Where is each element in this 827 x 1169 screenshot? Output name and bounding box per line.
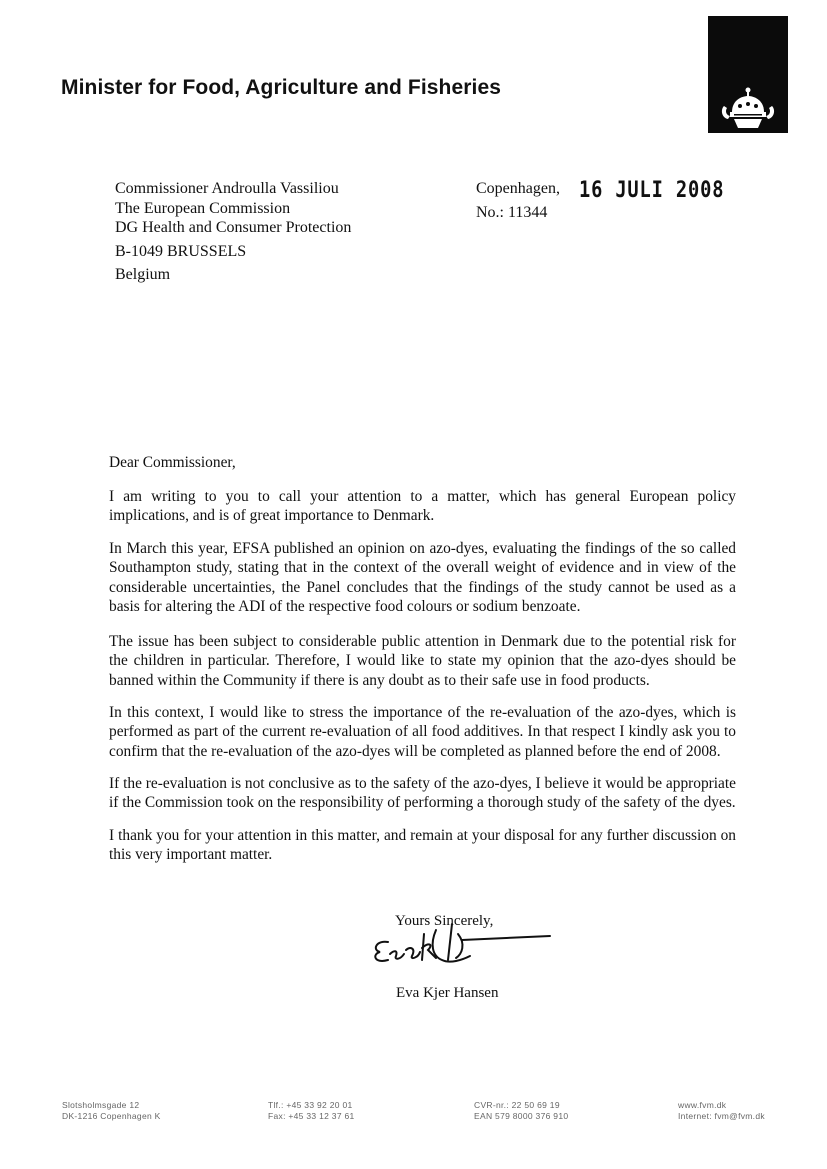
body-paragraph: The issue has been subject to considerable public attention in Denmark due to the potential risk for the children in particular. Therefore, I would like to state my opinion that the azo-dyes should be banned within the Community if there is any doubt as to their safe use in food products. — [109, 633, 736, 689]
footer-fax: Fax: +45 33 12 37 61 — [268, 1111, 355, 1121]
recipient-line: B-1049 BRUSSELS — [115, 243, 247, 260]
valediction: Yours Sincerely, — [395, 913, 494, 929]
handwritten-signature — [366, 920, 556, 976]
footer-ean: EAN 579 8000 376 910 — [474, 1111, 569, 1121]
footer-phone: Tlf.: +45 33 92 20 01 — [268, 1100, 353, 1110]
body-paragraph: I am writing to you to call your attention to a matter, which has general European policy implications, and is of great importance to Denmark. — [109, 488, 736, 525]
footer-email-link[interactable]: Internet: fvm@fvm.dk — [678, 1111, 765, 1121]
footer-website-link[interactable]: www.fvm.dk — [678, 1100, 727, 1110]
salutation: Dear Commissioner, — [109, 454, 236, 471]
footer-address-line: DK-1216 Copenhagen K — [62, 1111, 161, 1121]
footer-cvr: CVR-nr.: 22 50 69 19 — [474, 1100, 560, 1110]
recipient-line: Commissioner Androulla Vassiliou — [115, 180, 339, 197]
ministry-title: Minister for Food, Agriculture and Fisheries — [61, 76, 502, 99]
recipient-line: The European Commission — [115, 200, 291, 217]
date-stamp: 16 JULI 2008 — [579, 178, 725, 203]
body-paragraph: I thank you for your attention in this matter, and remain at your disposal for any further discussion on this very important matter. — [109, 827, 736, 864]
body-paragraph: In this context, I would like to stress the importance of the re-evaluation of the azo-dyes, which is performed as part of the current re-evaluation of all food additives. In that respect I kindly ask you to confirm that the re-evaluation of the azo-dyes will be completed as planned before the end of 2008. — [109, 704, 736, 760]
footer-web — [678, 1100, 765, 1122]
recipient-line: DG Health and Consumer Protection — [115, 219, 352, 236]
reference-number: No.: 11344 — [476, 204, 548, 221]
footer-address — [62, 1100, 161, 1122]
footer-address-line: Slotsholmsgade 12 — [62, 1100, 140, 1110]
recipient-line: Belgium — [115, 266, 171, 283]
crown-crest-icon — [718, 86, 778, 130]
crest-logo — [708, 16, 788, 133]
footer-registration — [474, 1100, 568, 1122]
letter-place: Copenhagen, — [476, 180, 560, 197]
footer-phone-fax — [268, 1100, 355, 1122]
signer-name: Eva Kjer Hansen — [396, 985, 499, 1001]
body-paragraph: If the re-evaluation is not conclusive as to the safety of the azo-dyes, I believe it would be appropriate if the Commission took on the responsibility of performing a thorough study of the safety of the dyes. — [109, 775, 736, 812]
body-paragraph: In March this year, EFSA published an opinion on azo-dyes, evaluating the findings of the so called Southampton study, stating that in the context of the overall weight of evidence and in view of the considerable uncertainties, the Panel concludes that the findings of the study cannot be used as a basis for altering the ADI of the respective food colours or sodium benzoate. — [109, 540, 736, 616]
